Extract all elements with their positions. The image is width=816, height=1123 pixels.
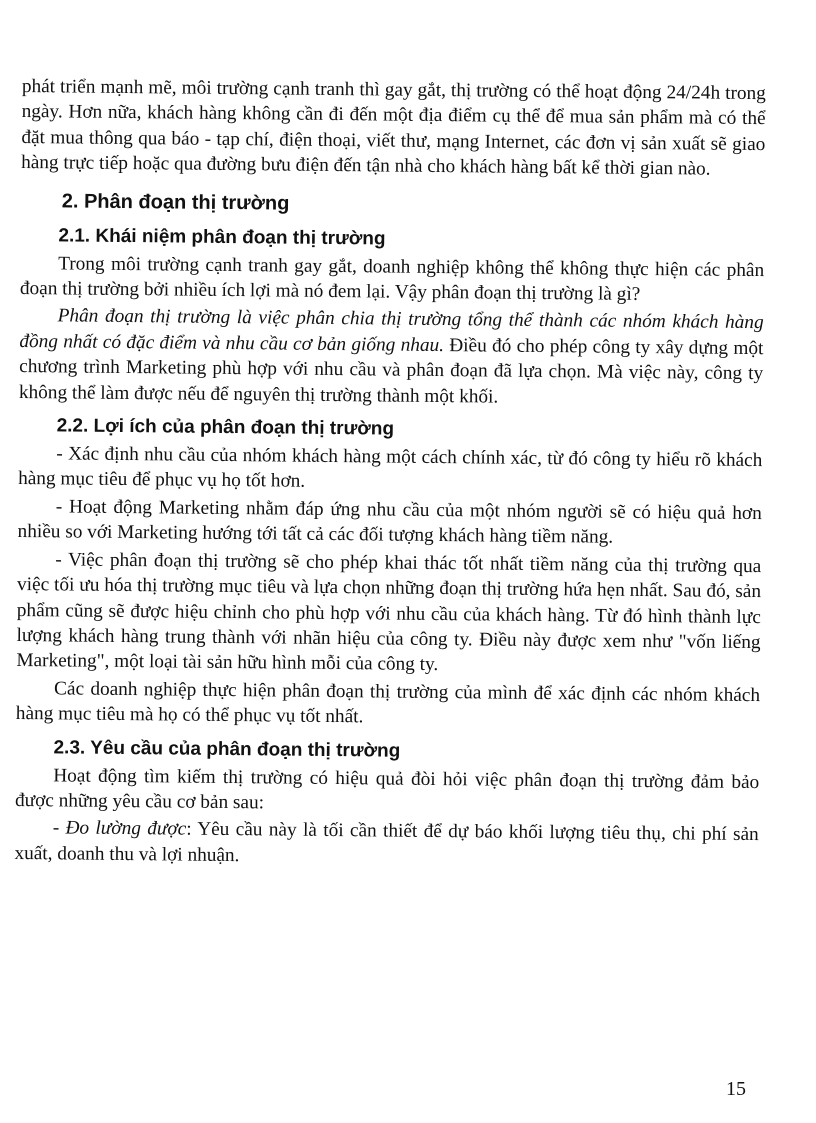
definition-italic-text: Phân đoạn thị trường là việc phân chia thị trường tổng thể thành các nhóm khách hàng đồng nhất có đặc điểm và nhu cầu cơ bản giống nhau. bbox=[19, 305, 764, 356]
section-2-1-heading: 2.1. Khái niệm phân đoạn thị trường bbox=[58, 224, 386, 250]
definition-rest-text: Điều đó cho phép công ty xây dựng một chương trình Marketing phù hợp với nhu cầu và phân đoạn đã lựa chọn. Mà việc này, công ty không thể làm được nếu để nguyên thị trường thành một khối. bbox=[18, 334, 764, 408]
section-2-2-bullet-1: - Xác định nhu cầu của nhóm khách hàng một cách chính xác, từ đó công ty hiểu rõ khách hàng mục tiêu để phục vụ họ tốt hơn. bbox=[18, 443, 763, 493]
bullet-rest-text: : Yêu cầu này là tối cần thiết để dự báo khối lượng tiêu thụ, chi phí sản xuất, doanh thu và lợi nhuận. bbox=[14, 818, 759, 866]
section-2-heading: 2. Phân đoạn thị trường bbox=[61, 190, 290, 215]
page-content bbox=[14, 74, 766, 873]
section-2-2-heading: 2.2. Lợi ích của phân đoạn thị trường bbox=[56, 415, 395, 440]
section-2-2-bullet-3: - Việc phân đoạn thị trường sẽ cho phép khai thác tốt nhất tiềm năng của thị trường qua việc tối ưu hóa thị trường mục tiêu và lựa chọn những đoạn thị trường hứa hẹn nhất. Sau đó, sản phẩm cũng sẽ được hiệu chỉnh cho phù hợp với nhu cầu của khách hàng. Từ đó hình thành lực lượng khách hàng trung thành với nhãn hiệu của công ty. Điều này được xem như "vốn liếng Marketing", một loại tài sản hữu hình mỗi của công ty. bbox=[16, 549, 762, 676]
bullet-dash: - bbox=[52, 817, 66, 839]
section-2-3-heading: 2.3. Yêu cầu của phân đoạn thị trường bbox=[53, 736, 401, 762]
section-2-3-bullet-1 bbox=[14, 815, 758, 873]
section-2-2-bullet-2: - Hoạt động Marketing nhằm đáp ứng nhu cầu của một nhóm người sẽ có hiệu quả hơn nhiều so với Marketing hướng tới tất cả các đối tượng khách hàng tiềm năng. bbox=[17, 496, 762, 548]
section-2-3-paragraph: Hoạt động tìm kiếm thị trường có hiệu quả đòi hỏi việc phân đoạn thị trường đảm bảo được những yêu cầu cơ bản sau: bbox=[14, 764, 760, 814]
bullet-italic-term: Đo lường được bbox=[65, 817, 187, 840]
page-number: 15 bbox=[726, 1078, 746, 1100]
section-2-1-paragraph-1: Trong môi trường cạnh tranh gay gắt, doanh nghiệp không thể không thực hiện các phân đoạn thị trường bởi nhiều ích lợi mà nó đem lại. Vậy phân đoạn thị trường là gì? bbox=[19, 252, 765, 305]
intro-paragraph: phát triển mạnh mẽ, môi trường cạnh tranh thì gay gắt, thị trường có thể hoạt động 24/24h trong ngày. Hơn nữa, khách hàng không cần đi đến một địa điểm cụ thể để mua sản phẩm mà có thể đặt mua thông qua báo - tạp chí, điện thoại, viết thư, mạng Internet, các đơn vị sản xuất sẽ giao hàng trực tiếp hoặc qua đường bưu điện đến tận nhà cho khách hàng bất kể thời gian nào. bbox=[21, 75, 766, 180]
section-2-2-paragraph: Các doanh nghiệp thực hiện phân đoạn thị trường của mình để xác định các nhóm khách hàng mục tiêu mà họ có thể phục vụ tốt nhất. bbox=[15, 678, 761, 728]
section-2-1-paragraph-2 bbox=[19, 303, 764, 412]
